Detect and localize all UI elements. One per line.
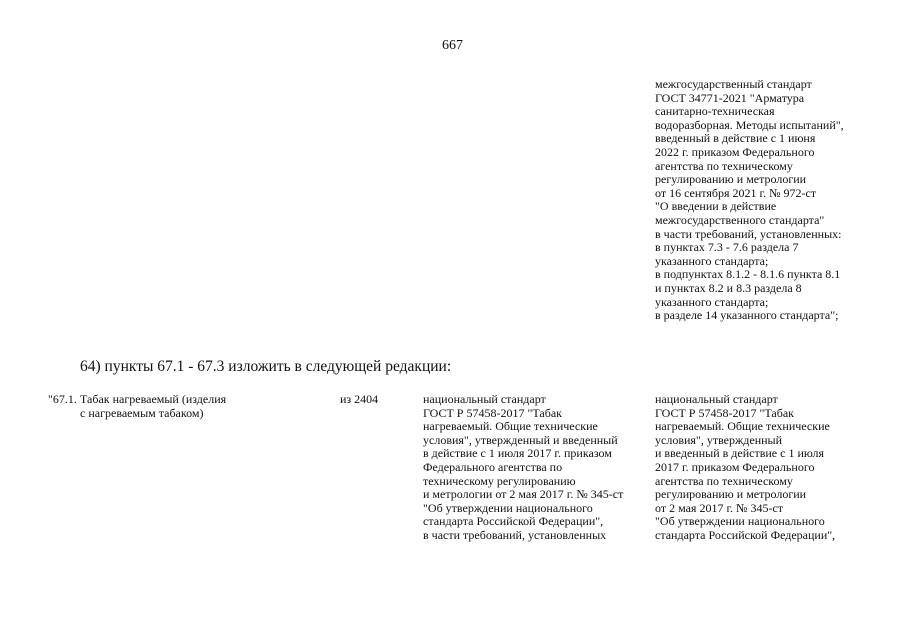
text-line: с нагреваемым табаком) — [80, 405, 204, 420]
text-line: нагреваемый. Общие технические — [655, 419, 830, 434]
row-number-text: "67.1. — [48, 392, 77, 406]
page-number: 667 — [442, 38, 463, 53]
text-line: стандарта Российской Федерации", — [655, 527, 836, 542]
text-line: от 2 мая 2017 г. № 345-ст — [655, 500, 784, 515]
text-line: условия", утвержденный — [655, 432, 783, 447]
text-line: в разделе 14 указанного стандарта"; — [655, 308, 839, 323]
text-line: от 16 сентября 2021 г. № 972-ст — [655, 185, 817, 200]
row-product-name — [80, 393, 226, 420]
row-standard-column — [423, 393, 623, 543]
text-line: Табак нагреваемый (изделия — [80, 392, 227, 406]
text-line: ГОСТ 34771-2021 "Арматура — [655, 90, 805, 105]
text-line: межгосударственный стандарт — [655, 77, 812, 91]
text-line: и введенный в действие с 1 июля — [655, 446, 825, 461]
text-line: в подпунктах 8.1.2 - 8.1.6 пункта 8.1 — [655, 267, 841, 282]
text-line: ГОСТ Р 57458-2017 "Табак — [423, 405, 562, 420]
text-line: Федерального агентства по — [423, 459, 563, 474]
text-line: стандарта Российской Федерации", — [423, 514, 604, 529]
text-line: указанного стандарта; — [655, 253, 769, 268]
text-line: регулированию и метрологии — [655, 172, 807, 187]
text-line: национальный стандарт — [655, 392, 778, 406]
text-line: в пунктах 7.3 - 7.6 раздела 7 — [655, 240, 799, 255]
text-line: "Об утверждении национального — [655, 514, 825, 529]
text-line: указанного стандарта; — [655, 294, 769, 309]
text-line: "Об утверждении национального — [423, 500, 593, 515]
text-line: нагреваемый. Общие технические — [423, 419, 598, 434]
row-method-standard-column — [655, 393, 835, 543]
text-line: введенный в действие с 1 июня — [655, 131, 816, 146]
text-line: регулированию и метрологии — [655, 487, 807, 502]
text-line: межгосударственного стандарта" — [655, 212, 825, 227]
row-code-text: из 2404 — [340, 392, 379, 406]
row-tn-ved-code — [340, 393, 378, 407]
text-line: "О введении в действие — [655, 199, 777, 214]
text-line: и метрологии от 2 мая 2017 г. № 345-ст — [423, 487, 624, 502]
text-line: национальный стандарт — [423, 392, 546, 406]
text-line: в действие с 1 июля 2017 г. приказом — [423, 446, 612, 461]
text-line: 2022 г. приказом Федерального — [655, 144, 815, 159]
text-line: агентства по техническому — [655, 158, 793, 173]
text-line: 2017 г. приказом Федерального — [655, 459, 815, 474]
text-line: водоразборная. Методы испытаний", — [655, 117, 844, 132]
text-line: в части требований, установленных — [423, 527, 607, 542]
text-line: ГОСТ Р 57458-2017 "Табак — [655, 405, 794, 420]
text-line: техническому регулированию — [423, 473, 576, 488]
row-number — [48, 393, 77, 407]
text-line: агентства по техническому — [655, 473, 793, 488]
text-line: условия", утвержденный и введенный — [423, 432, 618, 447]
top-right-text-block — [655, 78, 844, 323]
section-heading: 64) пункты 67.1 - 67.3 изложить в следующей редакции: — [80, 358, 452, 375]
text-line: и пунктах 8.2 и 8.3 раздела 8 — [655, 280, 802, 295]
text-line: в части требований, установленных: — [655, 226, 842, 241]
text-line: санитарно-техническая — [655, 104, 775, 119]
